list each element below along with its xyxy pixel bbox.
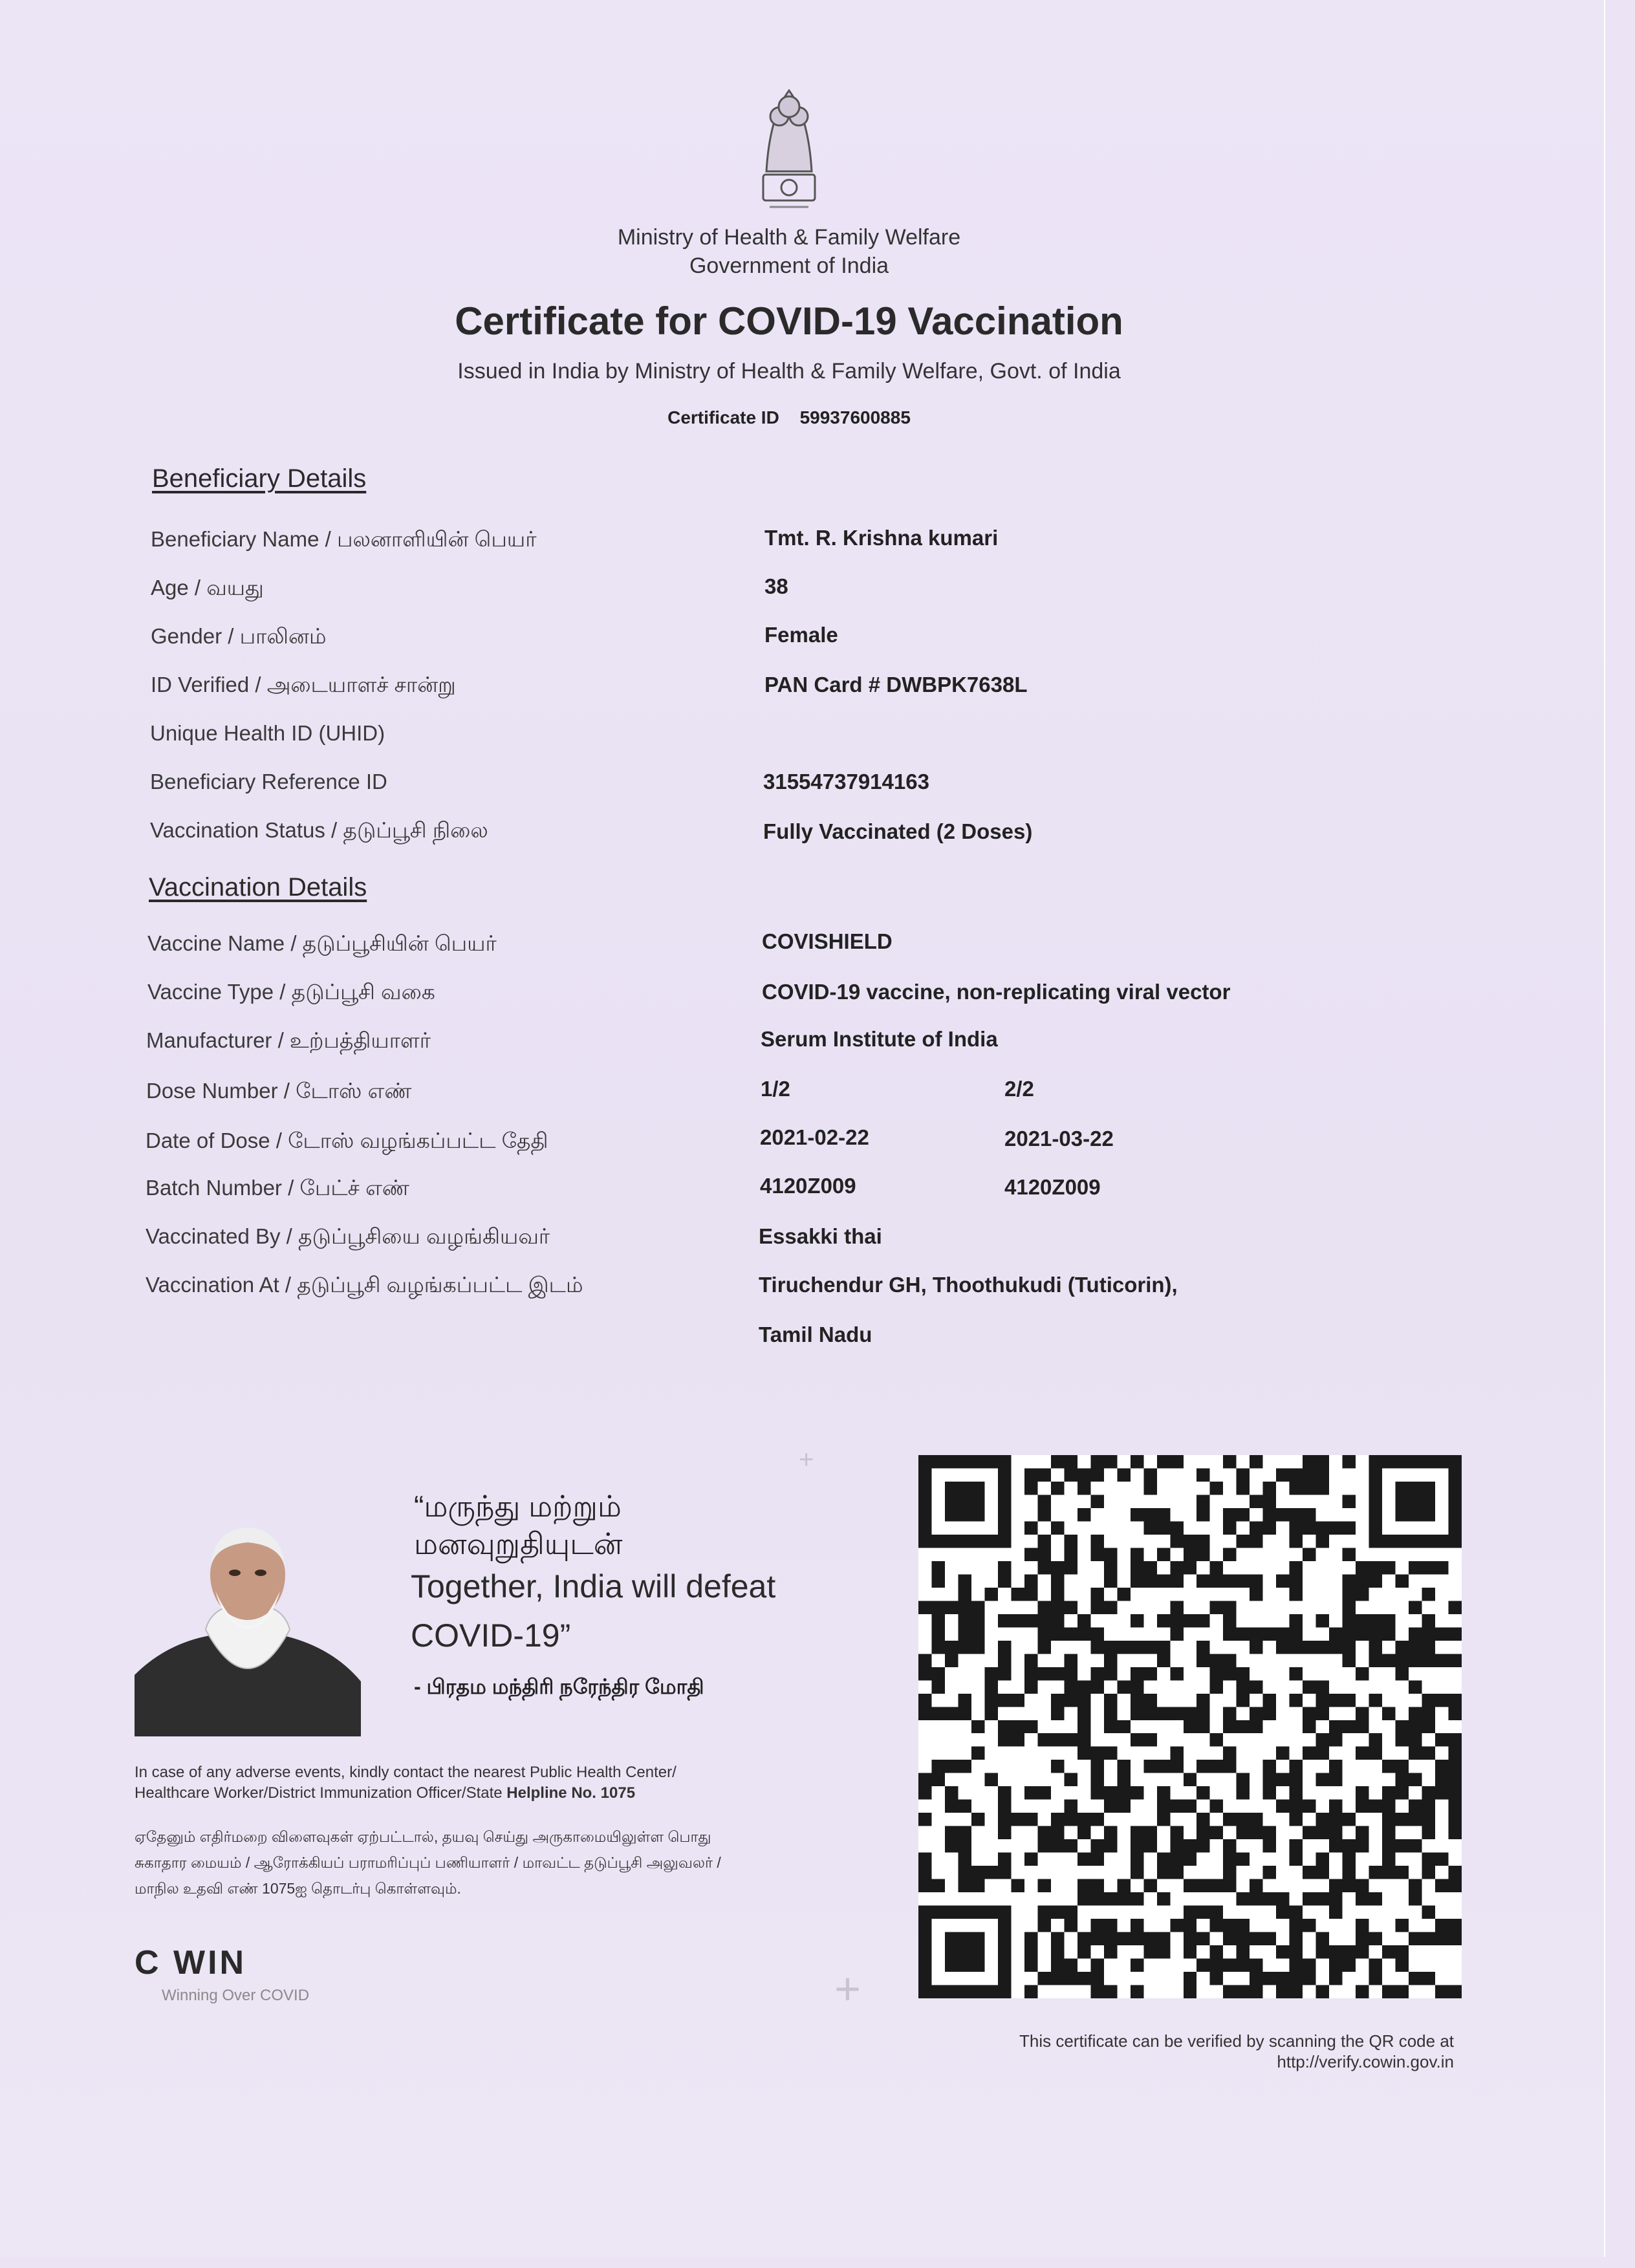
certificate-id (582, 407, 996, 428)
dose-number-label: Dose Number / டோஸ் எண் (146, 1079, 412, 1103)
vaccination-at-state: Tamil Nadu (759, 1323, 872, 1346)
gender-value: Female (764, 623, 838, 647)
age-label: Age / வயது (151, 576, 264, 599)
adverse-line2 (135, 1783, 878, 1804)
dose-number-second: 2/2 (1004, 1077, 1034, 1101)
beneficiary-reference-label: Beneficiary Reference ID (150, 770, 387, 794)
date-of-dose-first: 2021-02-22 (760, 1125, 869, 1149)
beneficiary-reference-value: 31554737914163 (763, 770, 929, 794)
dose-number-first: 1/2 (761, 1077, 790, 1101)
batch-number-label: Batch Number / பேட்ச் எண் (146, 1176, 409, 1200)
adverse-events-tamil (135, 1824, 878, 1901)
beneficiary-heading: Beneficiary Details (152, 464, 367, 493)
prime-minister-portrait (135, 1513, 361, 1736)
vaccination-status-label: Vaccination Status / தடுப்பூசி நிலை (150, 818, 488, 842)
certificate-title: Certificate for COVID-19 Vaccination (455, 299, 1123, 343)
vaccine-name-label: Vaccine Name / தடுப்பூசியின் பெயர் (147, 931, 497, 955)
vaccination-at-value: Tiruchendur GH, Thoothukudi (Tuticorin), (759, 1273, 1178, 1297)
manufacturer-label: Manufacturer / உற்பத்தியாளர் (146, 1028, 431, 1052)
ministry-name: Ministry of Health & Family Welfare (617, 225, 961, 250)
government-name: Government of India (689, 254, 889, 278)
national-emblem-icon (744, 78, 834, 217)
quote-attribution: - பிரதம மந்திரி நரேந்திர மோதி (414, 1675, 704, 1698)
batch-number-second: 4120Z009 (1004, 1175, 1101, 1199)
beneficiary-name-label: Beneficiary Name / பலனாளியின் பெயர் (151, 527, 537, 551)
helpline-number: Helpline No. 1075 (506, 1784, 636, 1802)
vaccine-type-label: Vaccine Type / தடுப்பூசி வகை (147, 980, 435, 1004)
decorative-plus-icon: + (799, 1445, 814, 1474)
id-verified-value: PAN Card # DWBPK7638L (764, 673, 1028, 697)
gender-label: Gender / பாலினம் (151, 624, 327, 648)
vaccination-status-value: Fully Vaccinated (2 Doses) (763, 819, 1033, 843)
adverse-tamil-line3: மாநில உதவி எண் 1075ஐ தொடர்பு கொள்ளவும். (135, 1880, 461, 1897)
manufacturer-value: Serum Institute of India (761, 1027, 998, 1051)
quote-tamil-line1: “மருந்து மற்றும் (414, 1489, 622, 1523)
quote-tamil (414, 1487, 622, 1562)
vaccine-name-value: COVISHIELD (762, 929, 893, 953)
uhid-label: Unique Health ID (UHID) (150, 721, 385, 745)
adverse-events-english (135, 1762, 878, 1804)
issuing-ministry (453, 223, 1125, 280)
certificate-id-value: 59937600885 (799, 407, 911, 427)
age-value: 38 (764, 574, 788, 598)
verification-text: This certificate can be verified by scanning the QR code at (1019, 2031, 1454, 2051)
adverse-line1: In case of any adverse events, kindly contact the nearest Public Health Center/ (135, 1764, 677, 1781)
adverse-line2-text: Healthcare Worker/District Immunization Officer/State (135, 1784, 507, 1802)
date-of-dose-label: Date of Dose / டோஸ் வழங்கப்பட்ட தேதி (146, 1129, 548, 1152)
vaccinated-by-value: Essakki thai (759, 1224, 882, 1248)
adverse-tamil-line1: ஏதேனும் எதிர்மறை விளைவுகள் ஏற்பட்டால், தயவு செய்து அருகாமையிலுள்ள பொது (135, 1828, 711, 1845)
decorative-plus-icon: + (834, 1963, 861, 2014)
quote-english: Together, India will defeat COVID-19” (411, 1568, 776, 1654)
cowin-logo: C WIN (135, 1944, 247, 1982)
date-of-dose-second: 2021-03-22 (1004, 1127, 1114, 1150)
quote-tamil-line2: மனவுறுதியுடன் (414, 1527, 623, 1561)
certificate-id-label: Certificate ID (667, 407, 779, 427)
vaccination-at-label: Vaccination At / தடுப்பூசி வழங்கப்பட்ட இடம் (146, 1273, 583, 1297)
issued-by: Issued in India by Ministry of Health & Family Welfare, Govt. of India (457, 359, 1121, 383)
verification-note (841, 2031, 1454, 2072)
batch-number-first: 4120Z009 (760, 1174, 856, 1198)
verification-qr-code[interactable] (918, 1455, 1462, 1998)
beneficiary-name-value: Tmt. R. Krishna kumari (764, 526, 999, 550)
adverse-tamil-line2: சுகாதார மையம் / ஆரோக்கியப் பராமரிப்புப் பணியாளர் / மாவட்ட தடுப்பூசி அலுவலர் / (135, 1854, 721, 1871)
id-verified-label: ID Verified / அடையாளச் சான்று (151, 673, 456, 697)
vaccination-heading: Vaccination Details (149, 873, 367, 902)
cowin-tagline: Winning Over COVID (162, 1987, 310, 2004)
vaccine-type-value: COVID-19 vaccine, non-replicating viral vector (762, 980, 1231, 1004)
verification-url[interactable]: http://verify.cowin.gov.in (1277, 2052, 1454, 2071)
vaccinated-by-label: Vaccinated By / தடுப்பூசியை வழங்கியவர் (146, 1224, 550, 1248)
